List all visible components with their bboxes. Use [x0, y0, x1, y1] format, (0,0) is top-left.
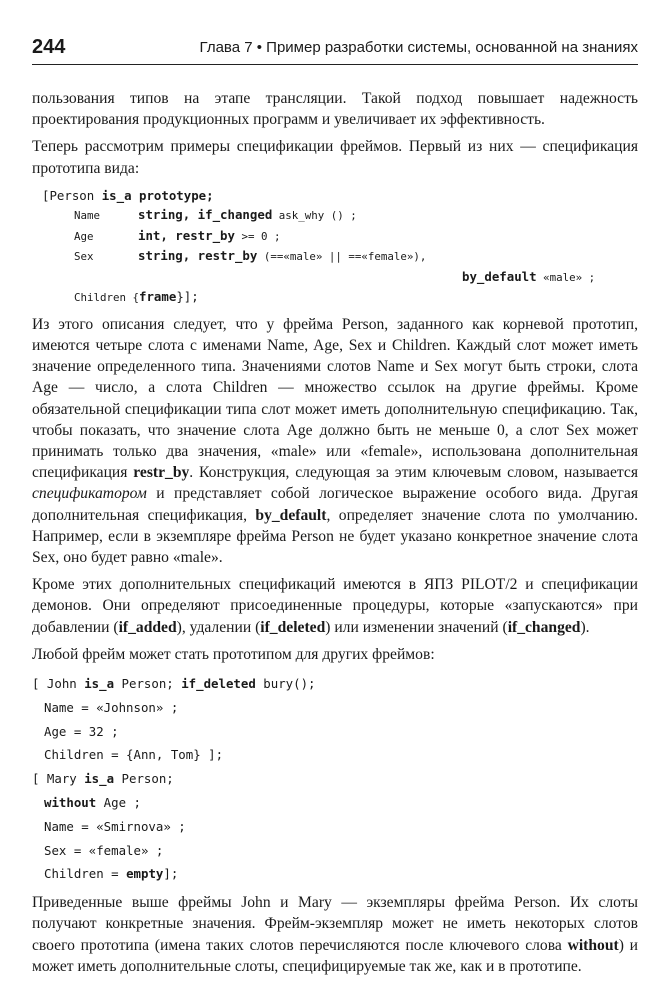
code-line: by_default «male» ;: [462, 268, 596, 284]
page-header: [32, 34, 638, 65]
page-number: 244: [32, 36, 66, 58]
code-block-instances: [32, 672, 638, 886]
code-line: Children = {Ann, Tom} ];: [44, 747, 224, 763]
code-line: Name = «Johnson» ;: [44, 699, 179, 715]
code-line: [ John is_a Person; if_deleted bury();: [32, 676, 316, 692]
code-line: Age = 32 ;: [44, 723, 119, 739]
paragraph-4: Кроме этих дополнительных спецификаций имеются в ЯПЗ PILOT/2 и спецификации демонов. Они определяют присоединенные процедуры, которые «запускаются» при добавлении (if_added), удалении (if_deleted) или изменении значений (if_changed).: [32, 576, 638, 636]
code-line: Sex string, restr_by (==«male» || ==«female»),: [74, 248, 427, 264]
code-line: Age int, restr_by >= 0 ;: [74, 227, 281, 243]
running-head: Глава 7 • Пример разработки системы, основанной на знаниях: [199, 39, 638, 56]
code-line: [Person is_a prototype;: [42, 187, 214, 203]
code-line: Name = «Smirnova» ;: [44, 818, 186, 834]
code-line: Children {frame}];: [74, 289, 199, 305]
paragraph-6: Приведенные выше фреймы John и Mary — экземпляры фрейма Person. Их слоты получают конкретные значения. Фрейм-экземпляр может не иметь некоторых слотов своего прототипа (имена таких слотов перечисляются после ключевого слова without) и может иметь дополнительные слоты, специфицируемые так же, как и в прототипе.: [32, 894, 639, 975]
code-line: without Age ;: [44, 795, 141, 811]
code-line: Name string, if_changed ask_why () ;: [74, 207, 357, 223]
code-line: Children = empty];: [44, 866, 179, 882]
code-line: Sex = «female» ;: [44, 842, 164, 858]
paragraph-1: пользования типов на этапе трансляции. Такой подход повышает надежность проектирования продукционных программ и увеличивает их эффективность.: [32, 90, 638, 129]
code-block-prototype: [32, 186, 638, 308]
paragraph-3: Из этого описания следует, что у фрейма Person, заданного как корневой прототип, имеются четыре слота с именами Name, Age, Sex и Children. Каждый слот может иметь значение определенного типа. Значениями слотов Name и Sex могут быть строки, слота Age — число, а слота Children — множество ссылок на другие фреймы. Кроме обязательной спецификации типа слот может иметь дополнительную спецификацию. Так, чтобы показать, что значение слота Age должно быть не меньше 0, а слот Sex может принимать только два значения, «male» или «female», использована дополнительная спецификация restr_by. Конструкция, следующая за этим ключевым словом, называется спецификатором и представляет собой логическое выражение особого вида. Другая дополнительная спецификация, by_default, определяет значение слота по умолчанию. Например, если в экземпляре фрейма Person не будет указано конкретное значение слота Sex, оно будет равно «male».: [32, 315, 638, 567]
paragraph-2: Теперь рассмотрим примеры спецификации фреймов. Первый из них — спецификация прототипа вида:: [32, 138, 638, 177]
page-body: [32, 88, 638, 977]
code-line: [ Mary is_a Person;: [32, 771, 174, 787]
paragraph-5: Любой фрейм может стать прототипом для других фреймов:: [32, 645, 435, 663]
